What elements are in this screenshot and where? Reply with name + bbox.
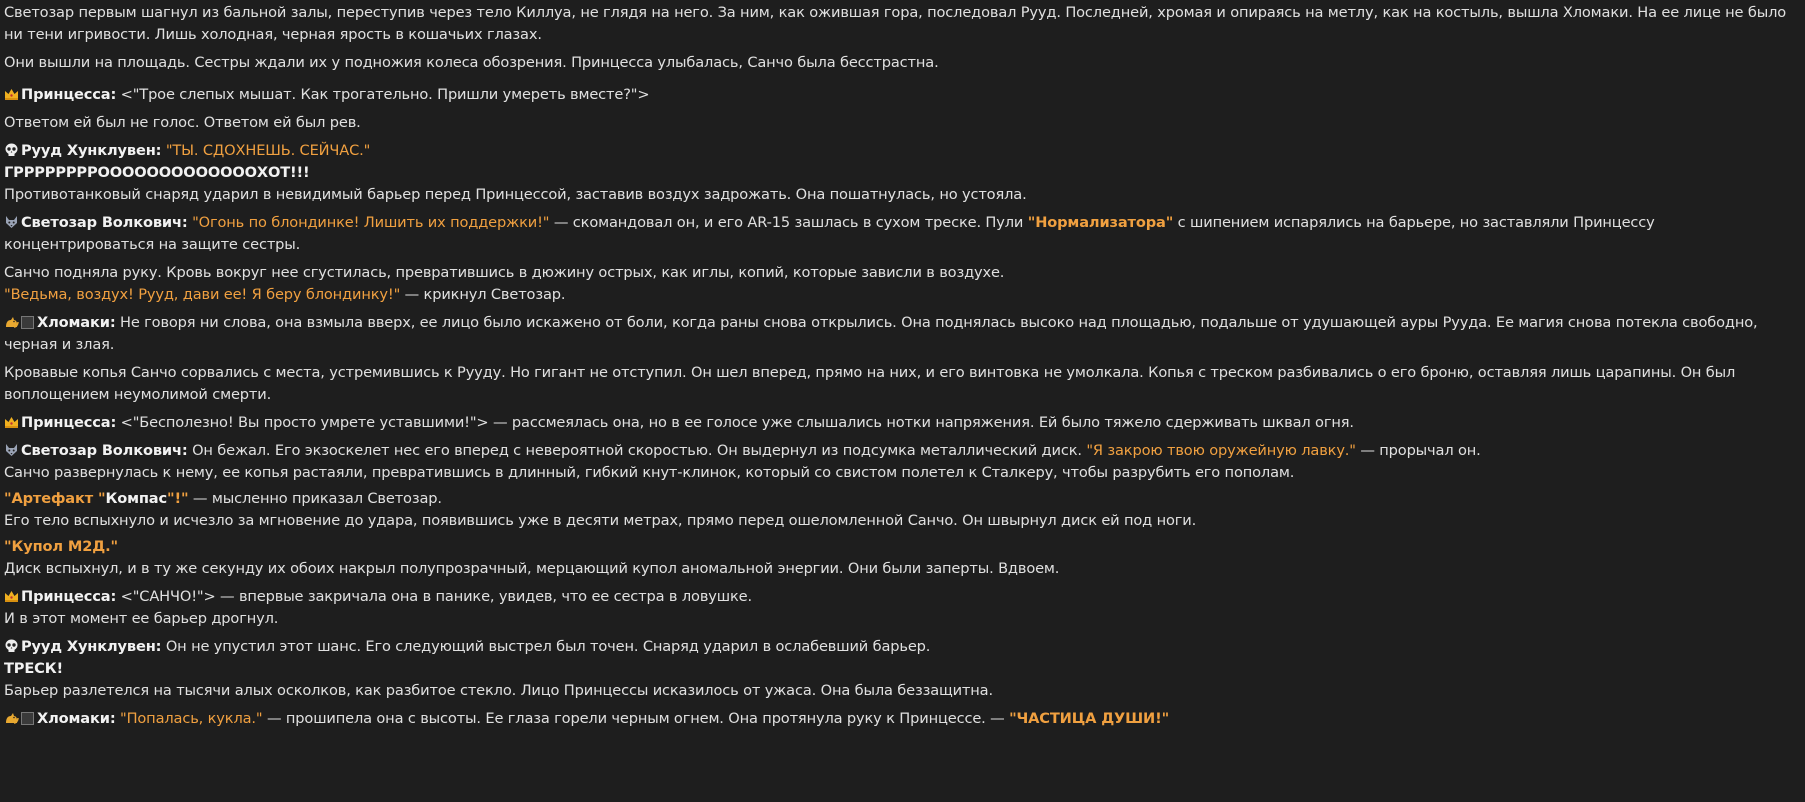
crown-icon — [4, 87, 19, 101]
dialogue-quote: "!" — [167, 490, 189, 507]
dialogue-quote: "Попалась, кукла." — [120, 710, 263, 727]
wolf-icon — [4, 215, 19, 229]
dialogue-quote: "ТЫ. СДОХНЕШЬ. СЕЙЧАС." — [165, 142, 371, 159]
dialogue-quote: "Огонь по блондинке! Лишить их поддержки!" — [192, 214, 550, 231]
dialogue-text: — прорычал он. — [1355, 442, 1481, 459]
narration-entry — [4, 608, 1798, 630]
narration-entry — [4, 262, 1798, 284]
dialogue-text: с шипением испарялись на барьере, но заставляли Принцессу концентрироваться на защите сестры. — [4, 214, 1655, 253]
narration-entry — [4, 362, 1798, 406]
narration-text: Санчо подняла руку. Кровь вокруг нее сгустилась, превратившись в дюжину острых, как иглы, копий, которые зависли в воздухе. — [4, 264, 1005, 281]
dialogue-text: <"Бесполезно! Вы просто умрете уставшими!"> — рассмеялась она, но в ее голосе уже слышались нотки напряжения. Ей было тяжело сдерживать шквал огня. — [116, 414, 1354, 431]
sound-effect — [4, 658, 1798, 680]
narration-entry — [4, 462, 1798, 484]
speaker-name: Хломаки: — [37, 710, 116, 727]
dialogue-quote: "Купол М2Д." — [4, 538, 118, 555]
dialogue-entry — [4, 536, 1798, 558]
narration-entry — [4, 510, 1798, 532]
dialogue-entry-princess — [4, 412, 1798, 434]
sound-effect-text: ТРЕСК! — [4, 660, 64, 677]
speaker-name: Принцесса: — [21, 588, 117, 605]
cat-icon — [4, 711, 19, 725]
dialogue-text: <"Трое слепых мышат. Как трогательно. Пришли умереть вместе?"> — [116, 86, 650, 103]
dialogue-text: Он бежал. Его экзоскелет нес его вперед с невероятной скоростью. Он выдернул из подсумка металлический диск. — [187, 442, 1087, 459]
dialogue-entry — [4, 284, 1798, 306]
dialogue-entry-ruud — [4, 140, 1798, 162]
narration-entry — [4, 680, 1798, 702]
narration-entry — [4, 112, 1798, 134]
dialogue-entry-svetozar — [4, 212, 1798, 256]
narration-text: Противотанковый снаряд ударил в невидимый барьер перед Принцессой, заставив воздух задрожать. Она пошатнулась, но устояла. — [4, 186, 1027, 203]
narration-entry — [4, 184, 1798, 206]
narration-entry — [4, 558, 1798, 580]
dialogue-entry-svetozar — [4, 440, 1798, 462]
speaker-name: Светозар Волкович: — [21, 214, 188, 231]
dialogue-quote: "Ведьма, воздух! Рууд, дави ее! Я беру блондинку!" — [4, 286, 401, 303]
speaker-name: Принцесса: — [21, 414, 117, 431]
dialogue-entry-hlomaki — [4, 708, 1798, 730]
cat-icon — [4, 315, 19, 329]
dialogue-quote: "Я закрою твою оружейную лавку." — [1086, 442, 1356, 459]
wolf-icon — [4, 443, 19, 457]
dialogue-text: Он не упустил этот шанс. Его следующий выстрел был точен. Снаряд ударил в ослабевший барьер. — [161, 638, 931, 655]
narration-text: Ответом ей был не голос. Ответом ей был рев. — [4, 114, 361, 131]
artifact-name: Компас — [105, 490, 168, 507]
dialogue-text: — крикнул Светозар. — [400, 286, 566, 303]
dialogue-text: — прошипела она с высоты. Ее глаза горели черным огнем. Она протянула руку к Принцессе. — — [262, 710, 1010, 727]
skull-icon — [4, 143, 19, 157]
narration-text: И в этот момент ее барьер дрогнул. — [4, 610, 279, 627]
dialogue-entry-princess — [4, 586, 1798, 608]
speaker-name: Светозар Волкович: — [21, 442, 188, 459]
crown-icon — [4, 415, 19, 429]
dialogue-text: Не говоря ни слова, она взмыла вверх, ее лицо было искажено от боли, когда раны снова открылись. Она поднялась высоко над площадью, подальше от удушающей ауры Рууда. Ее магия снова потекла свободно, черная и злая. — [4, 314, 1758, 353]
sound-effect-text: ГРРРРРРРРОООООООООООООХОТ!!! — [4, 164, 310, 181]
narration-text: Кровавые копья Санчо сорвались с места, устремившись к Рууду. Но гигант не отступил. Он шел вперед, прямо на них, и его винтовка не умолкала. Копья с треском разбивались о его броню, оставляя лишь царапины. Он был воплощением неумолимой смерти. — [4, 364, 1736, 403]
narration-text: Светозар первым шагнул из бальной залы, переступив через тело Киллуа, не глядя на него. За ним, как ожившая гора, последовал Рууд. Последней, хромая и опираясь на метлу, как на костыль, вышла Хломаки. На ее лице не было ни тени игривости. Лишь холодная, черная ярость в кошачьих глазах. — [4, 4, 1787, 43]
dialogue-entry — [4, 488, 1798, 510]
narration-text: Его тело вспыхнуло и исчезло за мгновение до удара, появившись уже в десяти метрах, прямо перед ошеломленной Санчо. Он швырнул диск ей под ноги. — [4, 512, 1197, 529]
speaker-name: Рууд Хунклувен: — [21, 142, 162, 159]
dialogue-text: <"САНЧО!"> — впервые закричала она в панике, увидев, что ее сестра в ловушке. — [116, 588, 752, 605]
dialogue-quote: "ЧАСТИЦА ДУШИ!" — [1009, 710, 1170, 727]
sound-effect — [4, 162, 1798, 184]
speaker-name: Рууд Хунклувен: — [21, 638, 162, 655]
dialogue-text: — мысленно приказал Светозар. — [188, 490, 442, 507]
dialogue-entry-princess — [4, 84, 1798, 106]
skull-icon — [4, 639, 19, 653]
dialogue-quote: "Артефакт " — [4, 490, 106, 507]
dialogue-entry-hlomaki — [4, 312, 1798, 356]
speaker-name: Принцесса: — [21, 86, 117, 103]
story-log — [4, 0, 1798, 730]
narration-entry — [4, 2, 1798, 46]
narration-text: Диск вспыхнул, и в ту же секунду их обоих накрыл полупрозрачный, мерцающий купол аномальной энергии. Они были заперты. Вдвоем. — [4, 560, 1060, 577]
narration-text: Барьер разлетелся на тысячи алых осколков, как разбитое стекло. Лицо Принцессы исказилось от ужаса. Она была беззащитна. — [4, 682, 993, 699]
black-square-icon — [21, 712, 34, 725]
narration-text: Они вышли на площадь. Сестры ждали их у подножия колеса обозрения. Принцесса улыбалась, Санчо была бесстрастна. — [4, 54, 939, 71]
dialogue-entry-ruud — [4, 636, 1798, 658]
crown-icon — [4, 589, 19, 603]
dialogue-text: — скомандовал он, и его AR-15 зашлась в сухом треске. Пули — [549, 214, 1028, 231]
speaker-name: Хломаки: — [37, 314, 116, 331]
highlighted-term: "Нормализатора" — [1027, 214, 1174, 231]
narration-text: Санчо развернулась к нему, ее копья растаяли, превратившись в длинный, гибкий кнут-клинок, который со свистом полетел к Сталкеру, чтобы разрубить его пополам. — [4, 464, 1295, 481]
narration-entry — [4, 52, 1798, 74]
black-square-icon — [21, 316, 34, 329]
